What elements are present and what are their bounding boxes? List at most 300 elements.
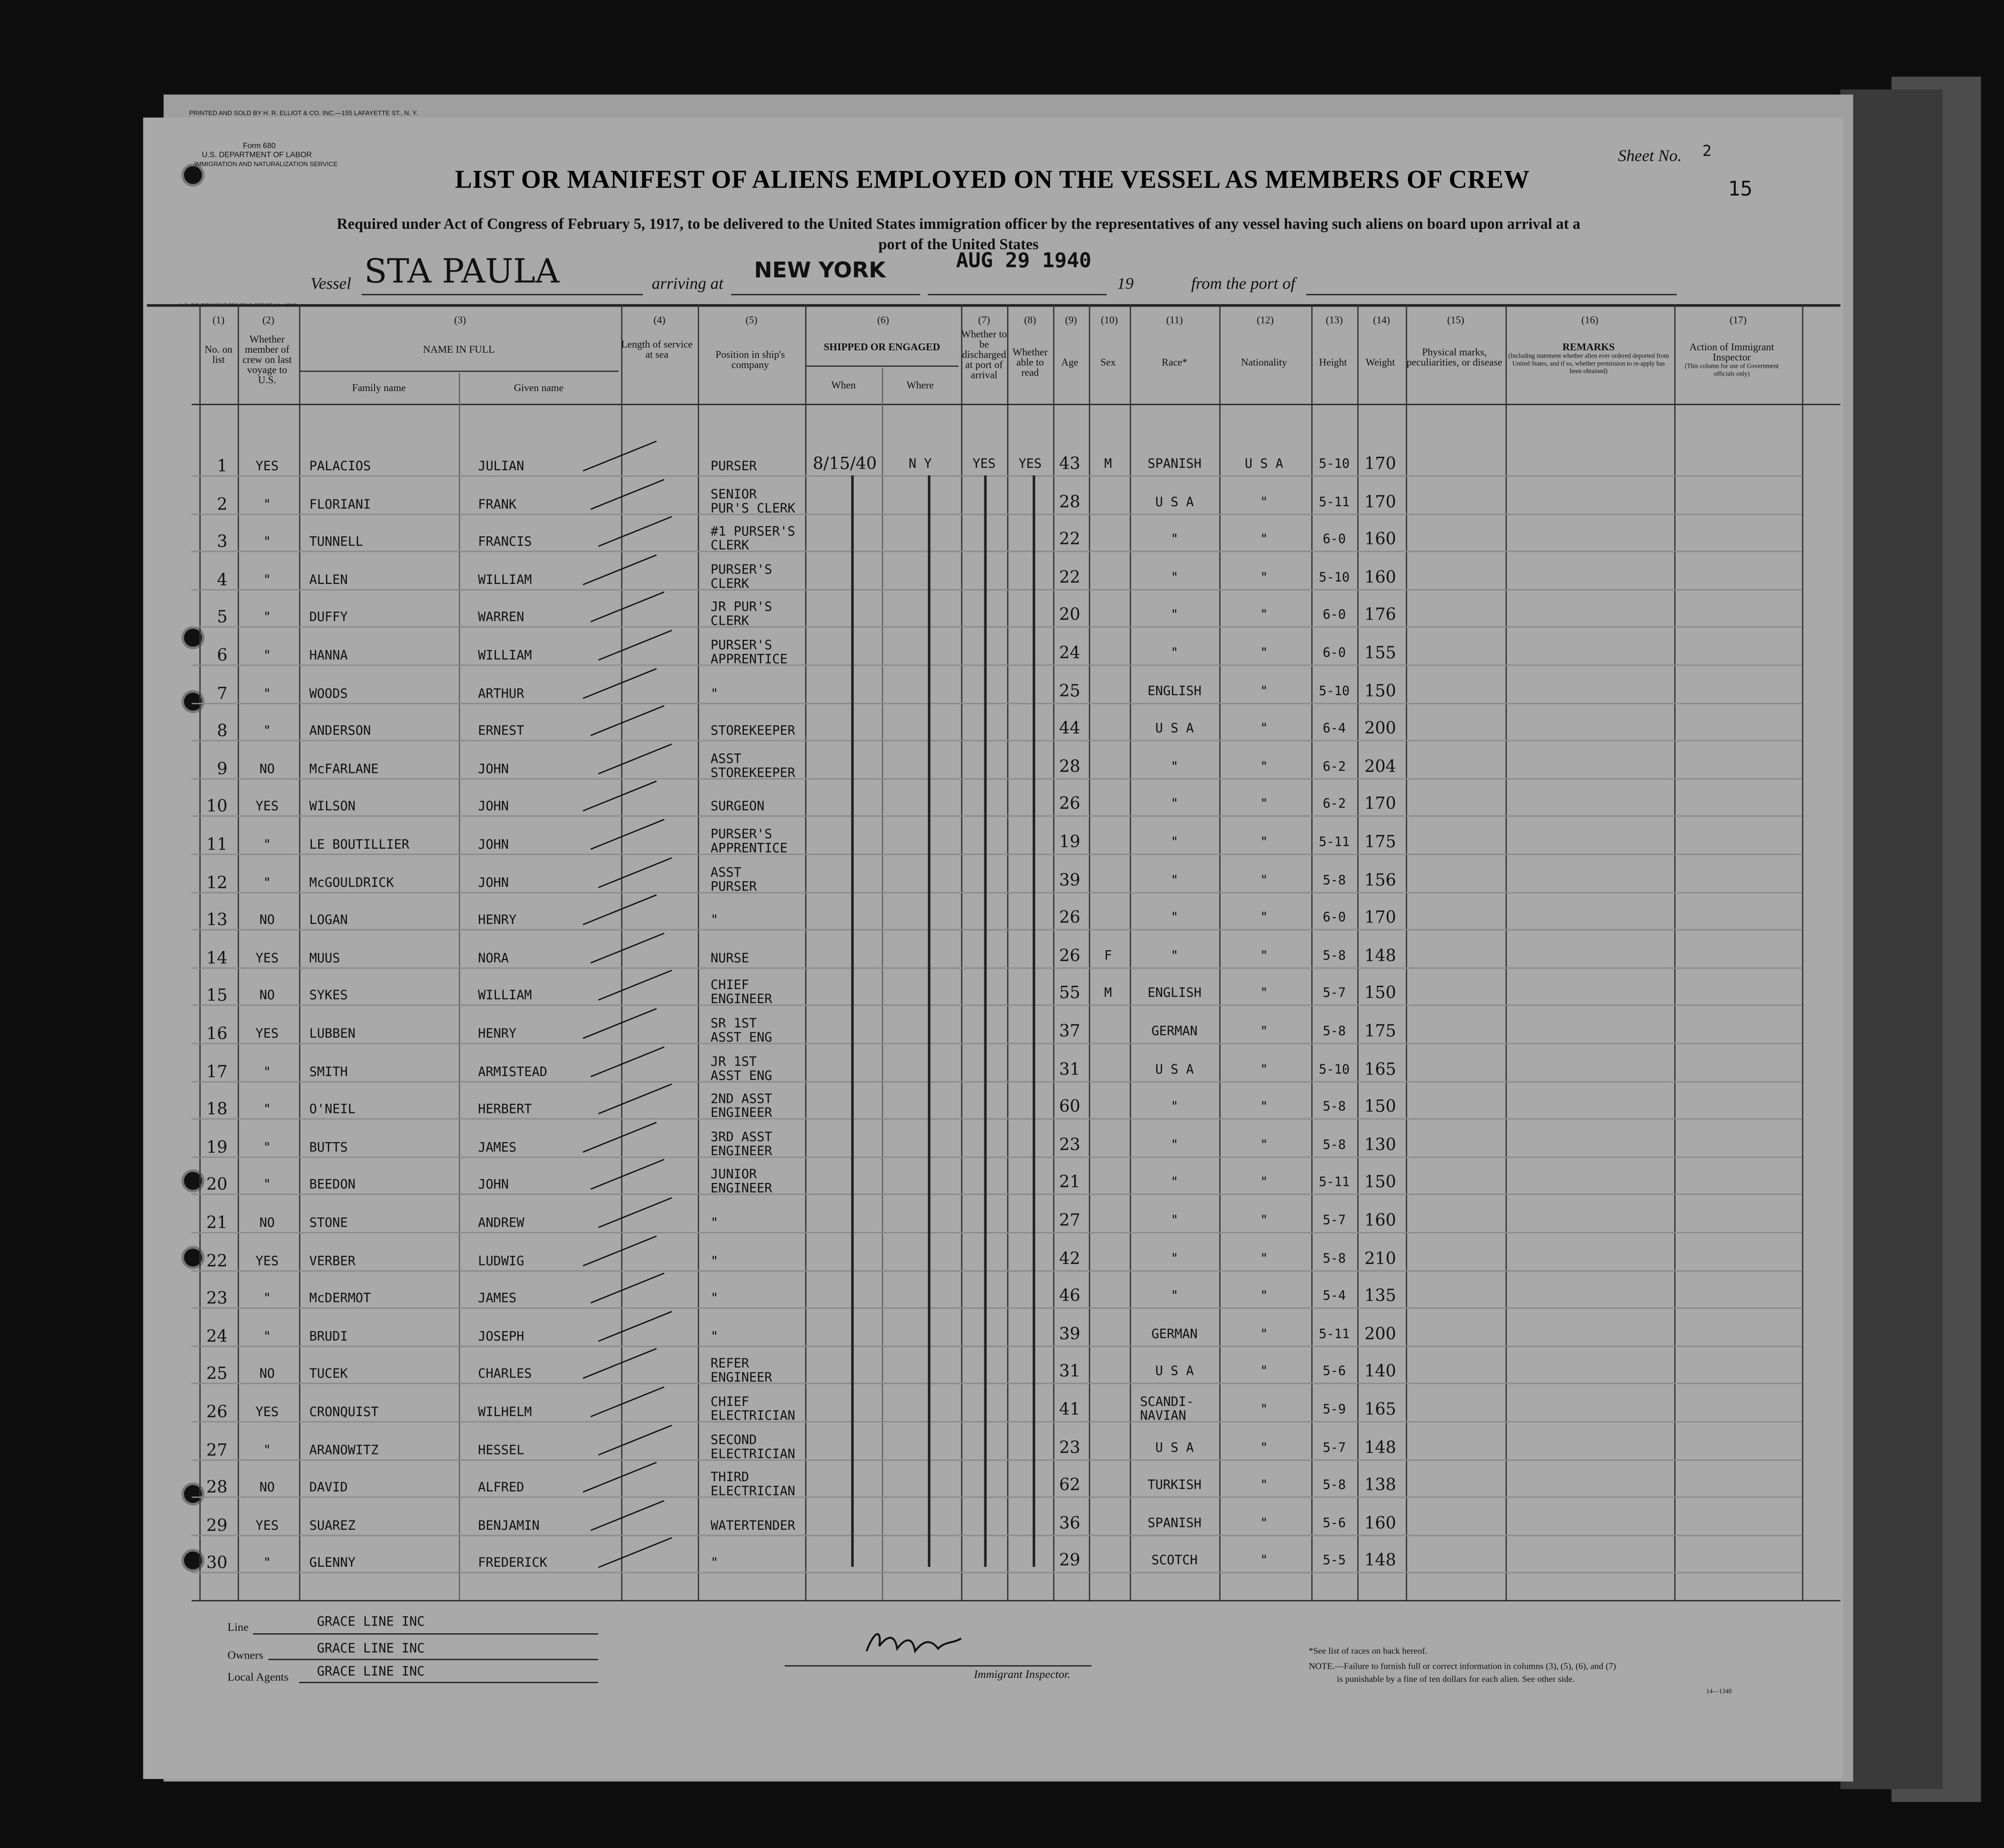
last-voyage-cell: NO xyxy=(259,1481,275,1496)
owners-underline xyxy=(268,1659,598,1660)
race-cell: U S A xyxy=(1155,1365,1194,1380)
line-label: Line xyxy=(227,1620,249,1634)
column-rule xyxy=(299,304,301,1600)
nationality-cell: " xyxy=(1260,1517,1268,1531)
col-header-remarks: REMARKS xyxy=(1562,341,1615,353)
height-cell: 5-10 xyxy=(1319,571,1350,585)
vessel-name: STA PAULA xyxy=(364,253,560,291)
list-no-cell: 11 xyxy=(206,836,228,855)
given-name-cell: HENRY xyxy=(478,1027,517,1042)
table-bottom-rule xyxy=(192,1600,1841,1602)
age-cell: 46 xyxy=(1059,1287,1080,1307)
last-voyage-cell: " xyxy=(263,649,271,664)
last-voyage-cell: " xyxy=(263,1330,271,1344)
height-cell: 5-10 xyxy=(1319,684,1350,699)
nationality-cell: " xyxy=(1260,495,1268,510)
given-name-cell: JOHN xyxy=(478,876,509,890)
weight-cell: 148 xyxy=(1364,946,1396,966)
position-cell: PURSER'S xyxy=(710,563,772,578)
height-cell: 6-2 xyxy=(1322,760,1346,774)
nationality-cell: " xyxy=(1260,533,1268,548)
last-voyage-cell: " xyxy=(263,838,271,853)
given-name-cell: LUDWIG xyxy=(478,1254,524,1269)
position-cell: 2ND ASST xyxy=(710,1093,772,1107)
column-rule xyxy=(961,304,962,1600)
line-underline xyxy=(253,1633,598,1635)
page-number: 15 xyxy=(1728,176,1753,201)
given-name-cell: JAMES xyxy=(478,1141,517,1155)
position-cell: SR 1ST xyxy=(710,1017,757,1031)
row-rule xyxy=(192,1497,1802,1498)
last-voyage-cell: " xyxy=(263,1141,271,1155)
weight-cell: 150 xyxy=(1364,984,1396,1004)
race-cell: " xyxy=(1170,647,1179,661)
weight-cell: 204 xyxy=(1364,757,1396,777)
col-header-discharged: Whether to be discharged at port of arrival xyxy=(961,328,1007,381)
weight-cell: 148 xyxy=(1364,1552,1396,1572)
given-name-cell: ALFRED xyxy=(478,1481,524,1496)
height-cell: 5-8 xyxy=(1322,949,1346,964)
col-number: (14) xyxy=(1373,314,1390,326)
col-header-list-no: No. on list xyxy=(205,343,233,366)
age-cell: 43 xyxy=(1059,455,1080,474)
position-cell: JUNIOR xyxy=(710,1168,757,1183)
given-name-cell: JULIAN xyxy=(478,460,524,474)
family-name-cell: TUCEK xyxy=(309,1368,348,1382)
nationality-cell: " xyxy=(1260,1252,1268,1266)
list-no-cell: 1 xyxy=(217,457,228,477)
family-name-cell: BRUDI xyxy=(309,1330,348,1344)
list-no-cell: 29 xyxy=(206,1517,228,1536)
given-name-cell: WARREN xyxy=(478,611,524,626)
position-cell: WATERTENDER xyxy=(710,1519,795,1534)
arrival-port: NEW YORK xyxy=(754,258,886,284)
row-rule xyxy=(192,513,1802,514)
given-name-cell: HERBERT xyxy=(478,1103,532,1117)
sheet-number: 2 xyxy=(1702,142,1712,160)
age-cell: 28 xyxy=(1059,757,1080,777)
age-cell: 22 xyxy=(1059,568,1080,588)
column-rule xyxy=(1674,304,1676,1600)
family-name-cell: TUNNELL xyxy=(309,535,363,550)
age-cell: 60 xyxy=(1059,1098,1080,1117)
service: IMMIGRATION AND NATURALIZATION SERVICE xyxy=(194,161,338,169)
col-number: (13) xyxy=(1325,314,1343,326)
height-cell: 5-9 xyxy=(1322,1403,1346,1418)
age-cell: 28 xyxy=(1059,493,1080,512)
position-cell-line2: CLERK xyxy=(710,539,749,554)
position-cell-line2: ENGINEER xyxy=(710,1107,772,1121)
vessel-underline xyxy=(361,294,643,295)
date-stamp: AUG 29 1940 xyxy=(956,248,1092,273)
row-rule xyxy=(192,1156,1802,1158)
given-name-cell: WILLIAM xyxy=(478,649,532,664)
row-rule xyxy=(192,1383,1802,1385)
subtitle-line-1: Required under Act of Congress of February 5, 1917, to be delivered to the United States immigration officer by the representatives of any vessel having such aliens on board upon arrival at a xyxy=(337,214,1580,233)
printer-line: PRINTED AND SOLD BY H. R. ELLIOT & CO. INC.—155 LAFAYETTE ST., N. Y. xyxy=(189,110,418,118)
weight-cell: 148 xyxy=(1364,1438,1396,1458)
given-name-cell: ARTHUR xyxy=(478,687,524,702)
column-rule xyxy=(1802,304,1803,1600)
height-cell: 5-6 xyxy=(1322,1365,1346,1380)
position-cell-line2: PURSER xyxy=(710,880,757,894)
weight-cell: 210 xyxy=(1364,1249,1396,1269)
year-prefix: 19 xyxy=(1117,273,1134,293)
race-cell: ENGLISH xyxy=(1148,987,1202,1001)
position-cell: " xyxy=(710,914,719,928)
col-number: (11) xyxy=(1166,314,1183,326)
weight-cell: 165 xyxy=(1364,1401,1396,1420)
position-cell: " xyxy=(710,1292,719,1307)
position-cell-line2: APPRENTICE xyxy=(710,653,788,667)
discharged-cell: YES xyxy=(972,457,996,472)
nationality-cell: U S A xyxy=(1245,457,1284,472)
col-header-family: Family name xyxy=(352,382,406,394)
age-cell: 24 xyxy=(1059,644,1080,664)
weight-cell: 160 xyxy=(1364,530,1396,550)
age-cell: 26 xyxy=(1059,795,1080,815)
weight-cell: 165 xyxy=(1364,1060,1396,1079)
race-cell: " xyxy=(1170,1100,1179,1115)
agents-label: Local Agents xyxy=(227,1670,289,1683)
weight-cell: 200 xyxy=(1364,719,1396,739)
last-voyage-cell: YES xyxy=(256,1405,279,1420)
family-name-cell: WOODS xyxy=(309,687,348,702)
row-rule xyxy=(192,1194,1802,1196)
family-name-cell: O'NEIL xyxy=(309,1103,356,1117)
height-cell: 5-7 xyxy=(1322,1441,1346,1455)
given-name-cell: CHARLES xyxy=(478,1368,532,1382)
given-name-cell: BENJAMIN xyxy=(478,1519,540,1534)
col-header-height: Height xyxy=(1319,356,1347,368)
last-voyage-cell: " xyxy=(263,1065,271,1079)
nationality-cell: " xyxy=(1260,684,1268,699)
height-cell: 6-4 xyxy=(1322,722,1346,736)
sub-column-rule xyxy=(459,373,460,1600)
col-header-sex: Sex xyxy=(1100,356,1116,368)
col-number: (4) xyxy=(653,314,666,326)
family-name-cell: PALACIOS xyxy=(309,460,371,474)
last-voyage-cell: " xyxy=(263,1292,271,1307)
race-cell: " xyxy=(1170,1214,1179,1229)
height-cell: 5-8 xyxy=(1322,1025,1346,1039)
given-name-cell: WILLIAM xyxy=(478,573,532,588)
position-cell-line2: ASST ENG xyxy=(710,1069,772,1083)
list-no-cell: 14 xyxy=(206,949,228,969)
last-voyage-cell: NO xyxy=(259,990,275,1004)
age-cell: 39 xyxy=(1059,871,1080,890)
col-header-where: Where xyxy=(907,379,934,391)
owners-label: Owners xyxy=(227,1648,263,1661)
last-voyage-cell: " xyxy=(263,725,271,739)
nationality-cell: " xyxy=(1260,1365,1268,1380)
given-name-cell: JAMES xyxy=(478,1292,517,1307)
last-voyage-cell: YES xyxy=(256,952,279,966)
position-cell: THIRD xyxy=(710,1471,749,1486)
nationality-cell: " xyxy=(1260,1479,1268,1493)
position-cell-line2: ENGINEER xyxy=(710,993,772,1008)
row-rule xyxy=(192,1573,1802,1574)
position-cell: PURSER'S xyxy=(710,828,772,842)
weight-cell: 156 xyxy=(1364,871,1396,890)
list-no-cell: 8 xyxy=(217,722,228,742)
age-cell: 23 xyxy=(1059,1136,1080,1155)
row-rule xyxy=(192,891,1802,893)
list-no-cell: 17 xyxy=(206,1062,228,1082)
nationality-cell: " xyxy=(1260,1025,1268,1039)
position-cell-line2: ELECTRICIAN xyxy=(710,1485,795,1500)
col-number: (1) xyxy=(212,314,225,326)
page-title: LIST OR MANIFEST OF ALIENS EMPLOYED ON THE VESSEL AS MEMBERS OF CREW xyxy=(455,166,1530,194)
weight-cell: 130 xyxy=(1364,1136,1396,1155)
race-cell: SPANISH xyxy=(1148,1517,1202,1531)
sex-cell: M xyxy=(1104,457,1112,472)
nationality-cell: " xyxy=(1260,1554,1268,1569)
col-number: (16) xyxy=(1581,314,1599,326)
row-rule xyxy=(192,1043,1802,1044)
position-cell: #1 PURSER'S xyxy=(710,525,795,540)
age-cell: 26 xyxy=(1059,946,1080,966)
inspector-label: Immigrant Inspector. xyxy=(974,1668,1071,1681)
race-cell: TURKISH xyxy=(1148,1479,1202,1493)
height-cell: 5-7 xyxy=(1322,987,1346,1001)
col-header-when: When xyxy=(831,379,856,391)
list-no-cell: 12 xyxy=(206,873,228,893)
family-name-cell: ANDERSON xyxy=(309,725,371,739)
position-cell: " xyxy=(710,687,719,702)
col-header-given: Given name xyxy=(514,382,564,394)
department: U.S. DEPARTMENT OF LABOR xyxy=(202,152,312,160)
race-cell: U S A xyxy=(1155,495,1194,510)
position-cell: " xyxy=(710,1330,719,1344)
given-name-cell: JOHN xyxy=(478,1179,509,1193)
col-number: (10) xyxy=(1100,314,1118,326)
row-rule xyxy=(192,1232,1802,1233)
position-cell: JR PUR'S xyxy=(710,601,772,616)
column-rule xyxy=(621,304,623,1600)
position-cell: " xyxy=(710,1254,719,1269)
position-cell: PURSER xyxy=(710,460,757,474)
col-header-weight: Weight xyxy=(1366,356,1395,368)
age-cell: 27 xyxy=(1059,1211,1080,1231)
position-cell: JR 1ST xyxy=(710,1055,757,1069)
nationality-cell: " xyxy=(1260,1403,1268,1418)
race-cell: " xyxy=(1170,1176,1179,1191)
given-name-cell: FRANK xyxy=(478,497,517,512)
list-no-cell: 15 xyxy=(206,987,228,1007)
age-cell: 36 xyxy=(1059,1514,1080,1534)
nationality-cell: " xyxy=(1260,1100,1268,1115)
nationality-cell: " xyxy=(1260,836,1268,850)
height-cell: 5-10 xyxy=(1319,1062,1350,1077)
position-cell: NURSE xyxy=(710,952,749,966)
list-no-cell: 9 xyxy=(217,760,228,780)
row-rule xyxy=(192,1005,1802,1007)
weight-cell: 176 xyxy=(1364,606,1396,626)
position-cell: SURGEON xyxy=(710,800,765,815)
nationality-cell: " xyxy=(1260,647,1268,661)
race-cell: SPANISH xyxy=(1148,457,1202,472)
col-header-physical: Physical marks, peculiarities, or disease xyxy=(1406,346,1503,368)
height-cell: 5-6 xyxy=(1322,1517,1346,1531)
column-rule xyxy=(1406,304,1407,1600)
family-name-cell: McFARLANE xyxy=(309,762,379,777)
list-no-cell: 7 xyxy=(217,684,228,704)
column-rule xyxy=(1506,304,1507,1600)
list-no-cell: 28 xyxy=(206,1479,228,1498)
height-cell: 5-7 xyxy=(1322,1214,1346,1229)
last-voyage-cell: NO xyxy=(259,762,275,777)
position-cell-line2: ENGINEER xyxy=(710,1182,772,1197)
last-voyage-cell: " xyxy=(263,1443,271,1458)
race-cell-line2: NAVIAN xyxy=(1140,1409,1186,1424)
col-number: (9) xyxy=(1065,314,1077,326)
race-cell: U S A xyxy=(1155,722,1194,736)
row-rule xyxy=(192,740,1802,742)
row-rule xyxy=(192,1346,1802,1347)
row-rule xyxy=(192,778,1802,780)
family-name-cell: VERBER xyxy=(309,1254,356,1269)
last-voyage-cell: " xyxy=(263,573,271,588)
position-cell-line2: ELECTRICIAN xyxy=(710,1447,795,1462)
race-cell: " xyxy=(1170,609,1179,623)
given-name-cell: HENRY xyxy=(478,914,517,928)
position-cell: SECOND xyxy=(710,1433,757,1448)
family-name-cell: GLENNY xyxy=(309,1557,356,1572)
last-voyage-cell: NO xyxy=(259,1216,275,1231)
last-voyage-cell: YES xyxy=(256,1254,279,1269)
given-name-cell: JOSEPH xyxy=(478,1330,524,1344)
sheet-label: Sheet No. xyxy=(1618,145,1682,165)
nationality-cell: " xyxy=(1260,1441,1268,1455)
height-cell: 5-10 xyxy=(1319,457,1350,472)
row-rule xyxy=(192,929,1802,931)
list-no-cell: 5 xyxy=(217,609,228,628)
col-header-service: Length of service at sea xyxy=(621,339,693,360)
nationality-cell: " xyxy=(1260,571,1268,585)
height-cell: 5-11 xyxy=(1319,836,1350,850)
nationality-cell: " xyxy=(1260,1138,1268,1153)
shipped-divider xyxy=(805,365,959,367)
family-name-cell: MUUS xyxy=(309,952,341,966)
col-header-age: Age xyxy=(1061,356,1079,368)
arriving-label: arriving at xyxy=(651,273,723,293)
age-cell: 29 xyxy=(1059,1552,1080,1572)
age-cell: 44 xyxy=(1059,719,1080,739)
race-cell: " xyxy=(1170,1289,1179,1304)
inspector-signature xyxy=(856,1623,972,1661)
position-cell: SENIOR xyxy=(710,487,757,502)
col-number: (2) xyxy=(262,314,274,326)
list-no-cell: 30 xyxy=(206,1554,228,1574)
age-cell: 19 xyxy=(1059,833,1080,853)
age-cell: 42 xyxy=(1059,1249,1080,1269)
row-rule xyxy=(192,1308,1802,1309)
given-name-cell: ANDREW xyxy=(478,1216,524,1231)
race-cell: U S A xyxy=(1155,1062,1194,1077)
last-voyage-cell: " xyxy=(263,1103,271,1117)
last-voyage-cell: YES xyxy=(256,1027,279,1042)
fine-note-1: NOTE.—Failure to furnish full or correct information in columns (3), (5), (6), and (7) xyxy=(1308,1661,1616,1672)
last-voyage-cell: " xyxy=(263,876,271,890)
weight-cell: 150 xyxy=(1364,1174,1396,1193)
column-rule xyxy=(805,304,806,1600)
list-no-cell: 4 xyxy=(217,571,228,590)
col-header-read: Whether able to read xyxy=(1012,346,1048,378)
fine-note-2: is punishable by a fine of ten dollars for each alien. See other side. xyxy=(1336,1674,1575,1685)
position-cell-line2: ELECTRICIAN xyxy=(710,1409,795,1424)
race-cell: " xyxy=(1170,836,1179,850)
read-cell: YES xyxy=(1018,457,1042,472)
weight-cell: 150 xyxy=(1364,682,1396,702)
age-cell: 55 xyxy=(1059,984,1080,1004)
last-voyage-cell: YES xyxy=(256,1519,279,1534)
list-no-cell: 13 xyxy=(206,911,228,931)
list-no-cell: 23 xyxy=(206,1289,228,1309)
race-cell: " xyxy=(1170,911,1179,926)
port-underline xyxy=(731,294,920,295)
height-cell: 5-8 xyxy=(1322,1252,1346,1266)
family-name-cell: STONE xyxy=(309,1216,348,1231)
last-voyage-cell: " xyxy=(263,1557,271,1572)
ditto-line-read xyxy=(1033,476,1035,1567)
sex-cell: M xyxy=(1104,987,1112,1001)
age-cell: 21 xyxy=(1059,1174,1080,1193)
last-voyage-cell: NO xyxy=(259,914,275,928)
height-cell: 6-0 xyxy=(1322,647,1346,661)
row-rule xyxy=(192,1535,1802,1536)
shipped-when-cell: 8/15/40 xyxy=(812,455,877,474)
list-no-cell: 18 xyxy=(206,1100,228,1120)
height-cell: 5-8 xyxy=(1322,1100,1346,1115)
weight-cell: 135 xyxy=(1364,1287,1396,1307)
family-name-cell: BEEDON xyxy=(309,1179,356,1193)
race-cell: " xyxy=(1170,798,1179,812)
row-rule xyxy=(192,1081,1802,1082)
given-name-cell: FREDERICK xyxy=(478,1557,548,1572)
position-cell: REFER xyxy=(710,1357,749,1372)
ditto-line-discharged xyxy=(984,476,987,1567)
position-cell: ASST xyxy=(710,866,742,880)
given-name-cell: JOHN xyxy=(478,800,509,815)
form-code: 14—1340 xyxy=(1706,1689,1732,1696)
list-no-cell: 20 xyxy=(206,1176,228,1196)
list-no-cell: 19 xyxy=(206,1138,228,1158)
weight-cell: 175 xyxy=(1364,1022,1396,1042)
height-cell: 6-0 xyxy=(1322,609,1346,623)
height-cell: 6-0 xyxy=(1322,911,1346,926)
position-cell-line2: APPRENTICE xyxy=(710,842,788,856)
family-name-cell: ARANOWITZ xyxy=(309,1443,379,1458)
family-name-cell: LOGAN xyxy=(309,914,348,928)
ditto-line-when xyxy=(851,476,854,1567)
nationality-cell: " xyxy=(1260,760,1268,774)
height-cell: 5-5 xyxy=(1322,1554,1346,1569)
family-name-cell: LUBBEN xyxy=(309,1027,356,1042)
list-no-cell: 16 xyxy=(206,1025,228,1044)
weight-cell: 170 xyxy=(1364,493,1396,512)
race-cell: SCANDI- xyxy=(1140,1395,1194,1410)
subtitle-line-2: port of the United States xyxy=(878,235,1039,253)
col-header-position: Position in ship's company xyxy=(715,349,785,371)
race-cell: " xyxy=(1170,760,1179,774)
age-cell: 25 xyxy=(1059,682,1080,702)
position-cell-line2: CLERK xyxy=(710,577,749,592)
row-rule xyxy=(192,551,1802,552)
race-cell: " xyxy=(1170,949,1179,964)
list-no-cell: 21 xyxy=(206,1214,228,1233)
col-number: (12) xyxy=(1256,314,1274,326)
